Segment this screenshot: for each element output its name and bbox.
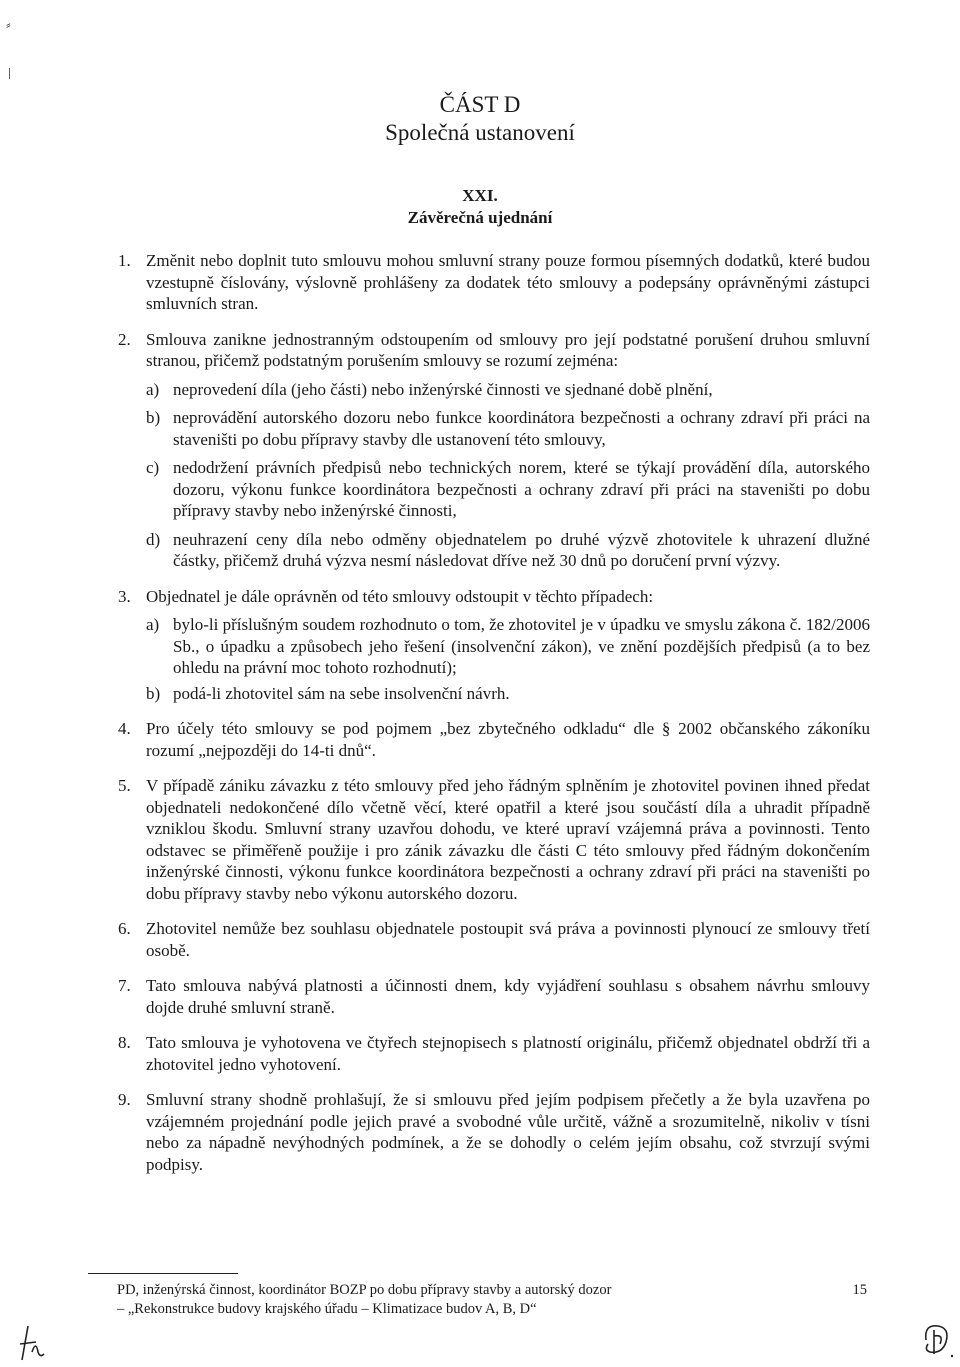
clause-9 bbox=[118, 1089, 870, 1175]
clause-6 bbox=[118, 918, 870, 961]
clause-text: Tato smlouva je vyhotovena ve čtyřech stejnopisech s platností originálu, přičemž objednatel obdrží tři a zhotovitel jedno vyhotovení. bbox=[146, 1033, 870, 1074]
sub-item bbox=[146, 683, 870, 705]
page-footer bbox=[117, 1281, 867, 1319]
part-title: ČÁST D bbox=[439, 92, 521, 117]
scan-mark-margin: ǀ bbox=[8, 66, 12, 83]
clause-number: 7. bbox=[118, 976, 131, 995]
clause-text: Objednatel je dále oprávněn od této smlouvy odstoupit v těchto případech: bbox=[146, 586, 654, 606]
sub-item-label: d) bbox=[146, 529, 161, 549]
sub-item-label: a) bbox=[146, 615, 160, 634]
sub-item-text: bylo-li příslušným soudem rozhodnuto o tom, že zhotovitel je v úpadku ve smyslu zákona č. 182/2006 Sb., o úpadku a způsobech jeho řešení (insolvenční zákon), ve znění pozdějších předpisů (a to bez ohledu na právní moc tohoto rozhodnutí); bbox=[173, 615, 870, 677]
clause-4 bbox=[118, 718, 870, 761]
clause-number: 5. bbox=[118, 776, 131, 795]
clause-text: Zhotovitel nemůže bez souhlasu objednatele postoupit svá práva a povinnosti plynoucí ze smlouvy třetí osobě. bbox=[146, 919, 870, 960]
sub-item-label: b) bbox=[146, 683, 161, 703]
clause-number: 9. bbox=[118, 1090, 131, 1109]
section-title: Závěrečná ujednání bbox=[407, 208, 553, 227]
clause-5 bbox=[118, 775, 870, 904]
clause-2 bbox=[118, 329, 870, 572]
sub-item bbox=[146, 614, 870, 679]
sub-item-text: neuhrazení ceny díla nebo odměny objednatelem po druhé výzvě zhotovitele k uhrazení dlužné částky, přičemž druhá výzva nesmí následovat dříve než 30 dnů po doručení první výzvy. bbox=[173, 529, 870, 570]
sub-item bbox=[146, 457, 870, 522]
footer-line: PD, inženýrská činnost, koordinátor BOZP po dobu přípravy stavby a autorský dozor bbox=[117, 1282, 612, 1298]
clauses-list bbox=[118, 250, 870, 1175]
clause-text: Pro účely této smlouvy se pod pojmem „bez zbytečného odkladu“ dle § 2002 občanského zákoníku rozumí „nejpozději do 14-ti dnů“. bbox=[146, 719, 870, 760]
clause-number: 2. bbox=[118, 329, 131, 349]
clause-7 bbox=[118, 975, 870, 1018]
sub-item-text: neprovádění autorského dozoru nebo funkce koordinátora bezpečnosti a ochrany zdraví při práci na staveništi po dobu přípravy stavby dle ustanovení této smlouvy, bbox=[173, 408, 870, 449]
footer-line: – „Rekonstrukce budovy krajského úřadu – Klimatizace budov A, B, D“ bbox=[117, 1301, 537, 1317]
sub-item-text: podá-li zhotovitel sám na sebe insolvenční návrh. bbox=[173, 683, 510, 703]
handwritten-initials-right bbox=[920, 1320, 956, 1360]
sub-item-label: a) bbox=[146, 379, 160, 399]
clause-8 bbox=[118, 1032, 870, 1075]
clause-number: 3. bbox=[118, 586, 131, 606]
section-number: XXI. bbox=[462, 186, 498, 205]
page-number: 15 bbox=[852, 1282, 867, 1298]
part-subtitle: Společná ustanovení bbox=[385, 120, 575, 145]
sub-item bbox=[146, 407, 870, 450]
sub-item bbox=[146, 529, 870, 572]
clause-number: 1. bbox=[118, 251, 131, 270]
clause-number: 4. bbox=[118, 719, 131, 738]
footer-divider bbox=[88, 1273, 238, 1274]
clause-text: Tato smlouva nabývá platnosti a účinnosti dnem, kdy vyjádření souhlasu s obsahem návrhu smlouvy dojde druhé smluvní straně. bbox=[146, 976, 870, 1017]
handwritten-initials-left bbox=[14, 1322, 54, 1362]
clause-text: V případě zániku závazku z této smlouvy před jeho řádným splněním je zhotovitel povinen ihned předat objednateli nedokončené dílo včetně věcí, které opatřil a které jsou součástí díla a uhradit případně vzniklou škodu. Smluvní strany uzavřou dohodu, ve které upraví vzájemná práva a povinnosti. Tento odstavec se přiměřeně použije i pro zánik závazku dle části C této smlouvy před řádným dokončením inženýrské činnosti, výkonu funkce koordinátora bezpečnosti a ochrany zdraví při práci na staveništi po dobu přípravy stavby nebo výkonu autorského dozoru. bbox=[146, 776, 870, 903]
sub-item-text: neprovedení díla (jeho části) nebo inženýrské činnosti ve sjednané době plnění, bbox=[173, 379, 713, 399]
sub-item-text: nedodržení právních předpisů nebo technických norem, které se týkají provádění díla, autorského dozoru, výkonu funkce koordinátora bezpečnosti a ochrany zdraví při práci na staveništi po dobu přípravy stavby nebo inženýrské činnosti, bbox=[173, 458, 870, 520]
clause-number: 6. bbox=[118, 919, 131, 938]
clause-3 bbox=[118, 586, 870, 705]
clause-text: Smlouva zanikne jednostranným odstoupením od smlouvy pro její podstatné porušení druhou smluvní stranou, přičemž podstatným porušením smlouvy se rozumí zejména: bbox=[146, 329, 870, 370]
clause-text: Smluvní strany shodně prohlašují, že si smlouvu před jejím podpisem přečetly a že byla uzavřena po vzájemném projednání podle jejich pravé a svobodné vůle určitě, vážně a srozumitelně, nikoliv v tísni nebo za nápadně nevýhodných podmínek, a že se dohodly o celém jejím obsahu, což stvrzují svými podpisy. bbox=[146, 1090, 870, 1174]
clause-1 bbox=[118, 250, 870, 315]
sub-item bbox=[146, 379, 870, 401]
clause-text: Změnit nebo doplnit tuto smlouvu mohou smluvní strany pouze formou písemných dodatků, které budou vzestupně číslovány, výslovně prohlášeny za dodatek této smlouvy a podepsány oprávněnými zástupci smluvních stran. bbox=[146, 251, 870, 313]
clause-number: 8. bbox=[118, 1033, 131, 1052]
sub-item-label: b) bbox=[146, 408, 161, 427]
sub-item-label: c) bbox=[146, 458, 160, 477]
scan-mark-top: ⸗ bbox=[6, 18, 11, 33]
